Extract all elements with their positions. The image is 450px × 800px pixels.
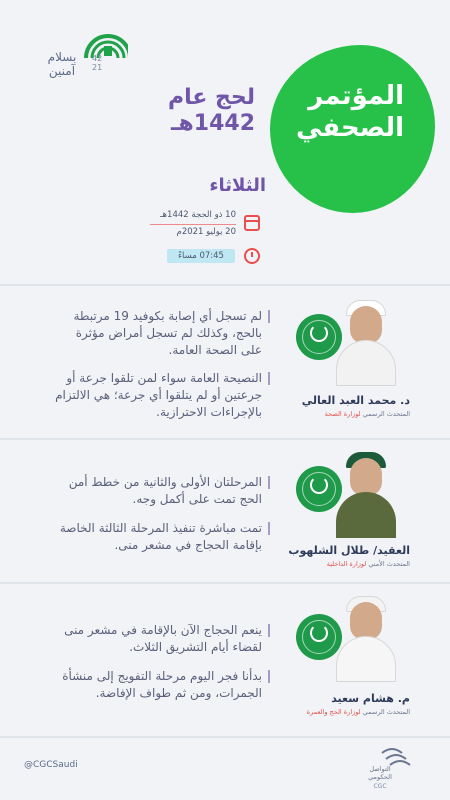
clock-icon — [244, 248, 260, 264]
section-divider — [0, 736, 450, 738]
section-divider — [0, 438, 450, 440]
hajj-ministry-logo — [296, 614, 342, 660]
cgc-logo-text: التواصل الحكومي — [368, 765, 392, 781]
statement-paragraph: المرحلتان الأولى والثانية من خطط أمن الحج تمت على أكمل وجه. — [52, 474, 262, 508]
speaker-name: د. محمد العبد العالي — [301, 394, 410, 407]
statement-paragraph: بدأنا فجر اليوم مرحلة التفويج إلى منشأة الجمرات، ومن ثم طواف الإفاضة. — [52, 668, 262, 702]
speaker-role: المتحدث الأمني لوزارة الداخلية — [326, 560, 410, 568]
speaker-role: المتحدث الرسمي لوزارة الحج والعمرة — [306, 708, 410, 716]
statement-paragraph: تمت مباشرة تنفيذ المرحلة الثالثة الخاصة بإقامة الحجاج في مشعر منى. — [52, 520, 262, 554]
speaker-role: المتحدث الرسمي لوزارة الصحة — [324, 410, 410, 418]
speaker-name: م. هشام سعيد — [331, 692, 410, 705]
speaker-portrait — [336, 300, 396, 386]
section-divider — [0, 582, 450, 584]
statement-paragraph: ينعم الحجاج الآن بالإقامة في مشعر منى لقضاء أيام التشريق الثلاث. — [52, 622, 262, 656]
date-divider — [150, 224, 236, 225]
logo-numbers: 42 21 — [92, 54, 103, 72]
speaker-portrait — [336, 452, 396, 538]
section-divider — [0, 284, 450, 286]
day-label: الثلاثاء — [209, 175, 266, 196]
date-gregorian: 20 يوليو 2021م — [176, 227, 236, 237]
time-badge: 07:45 مساءً — [167, 249, 235, 263]
speaker-portrait — [336, 596, 396, 682]
cgc-abbreviation: CGC — [373, 783, 387, 790]
health-ministry-logo — [296, 314, 342, 360]
date-hijri: 10 ذو الحجة 1442هـ — [160, 210, 236, 220]
calendar-icon — [244, 215, 260, 231]
interior-ministry-logo — [296, 466, 342, 512]
badge-title: المؤتمر الصحفي — [295, 81, 404, 143]
social-handle[interactable]: @CGCSaudi — [24, 760, 78, 770]
statement-paragraph: لم تسجل أي إصابة بكوفيد 19 مرتبطة بالحج، وكذلك لم تسجل أمراض مؤثرة على الصحة العامة. — [52, 308, 262, 359]
logo-text: بسلام آمنين — [47, 50, 77, 78]
speaker-name: العقيد/ طلال الشلهوب — [288, 544, 410, 557]
hajj-year-title: لحج عام 1442هـ — [167, 85, 255, 136]
statement-paragraph: النصيحة العامة سواء لمن تلقوا جرعة أو جرعتين أو لم يتلقوا أي جرعة؛ هي الالتزام بالإجراءات الاحترازية. — [52, 370, 262, 421]
